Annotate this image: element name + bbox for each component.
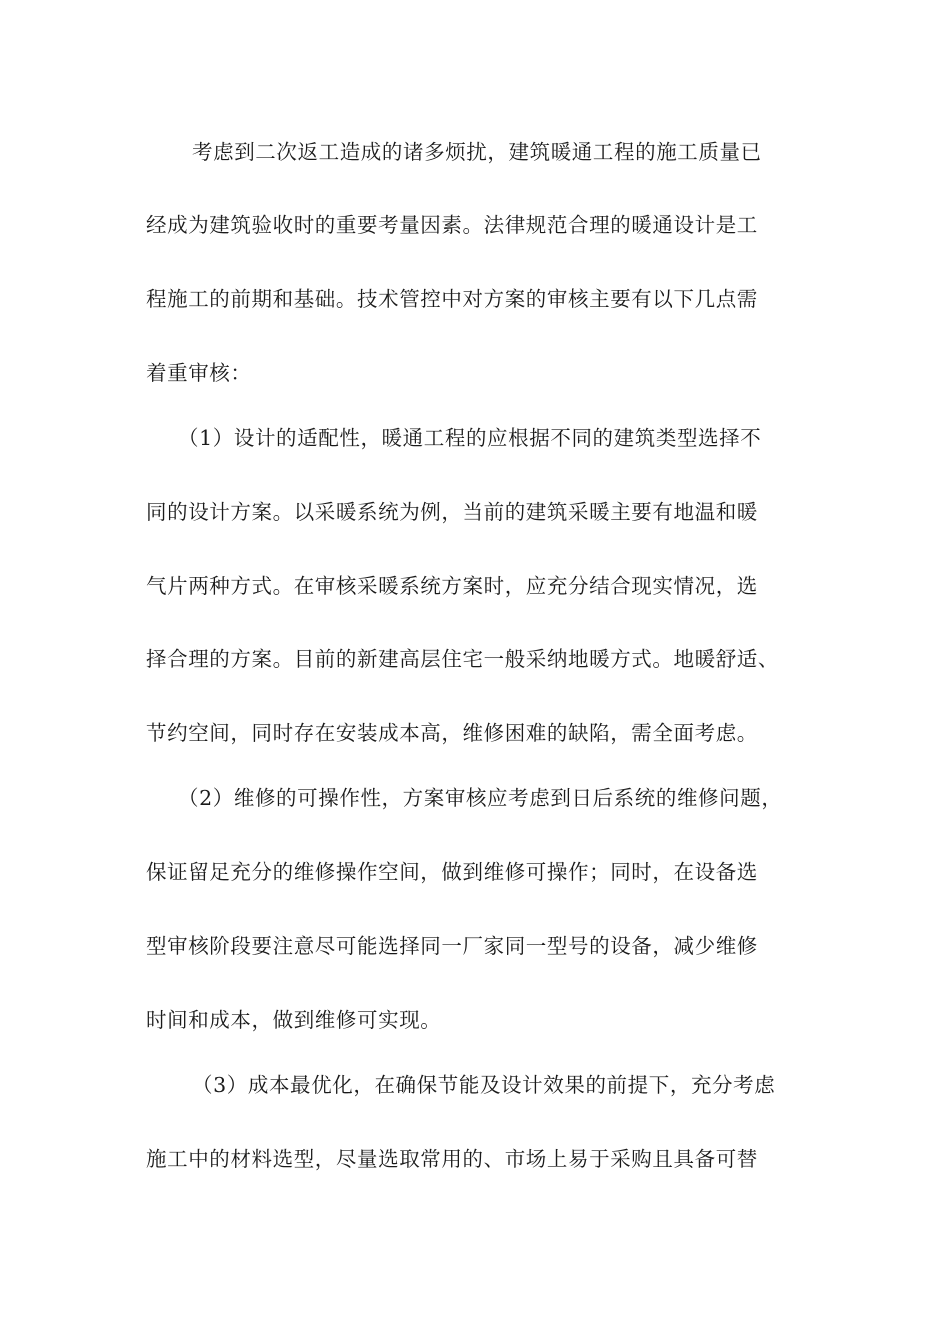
text-line: 型审核阶段要注意尽可能选择同一厂家同一型号的设备，减少维修 <box>146 934 758 958</box>
text-line: 同的设计方案。以采暖系统为例，当前的建筑采暖主要有地温和暖 <box>146 500 758 524</box>
text-line: 施工中的材料选型，尽量选取常用的、市场上易于采购且具备可替 <box>146 1147 758 1171</box>
text-line: （3）成本最优化，在确保节能及设计效果的前提下，充分考虑 <box>192 1073 776 1097</box>
text-line: （2）维修的可操作性，方案审核应考虑到日后系统的维修问题， <box>178 786 783 810</box>
text-line: 节约空间，同时存在安装成本高，维修困难的缺陷，需全面考虑。 <box>146 721 758 745</box>
text-line: 着重审核： <box>146 361 252 385</box>
text-line: 时间和成本，做到维修可实现。 <box>146 1008 442 1032</box>
text-line: 程施工的前期和基础。技术管控中对方案的审核主要有以下几点需 <box>146 287 758 311</box>
text-line: 考虑到二次返工造成的诸多烦扰，建筑暖通工程的施工质量已 <box>192 140 762 164</box>
text-line: （1）设计的适配性，暖通工程的应根据不同的建筑类型选择不 <box>178 426 762 450</box>
text-line: 保证留足充分的维修操作空间，做到维修可操作；同时，在设备选 <box>146 860 758 884</box>
text-line: 气片两种方式。在审核采暖系统方案时，应充分结合现实情况，选 <box>146 574 758 598</box>
text-line: 经成为建筑验收时的重要考量因素。法律规范合理的暖通设计是工 <box>146 213 758 237</box>
text-line: 择合理的方案。目前的新建高层住宅一般采纳地暖方式。地暖舒适、 <box>146 647 779 671</box>
